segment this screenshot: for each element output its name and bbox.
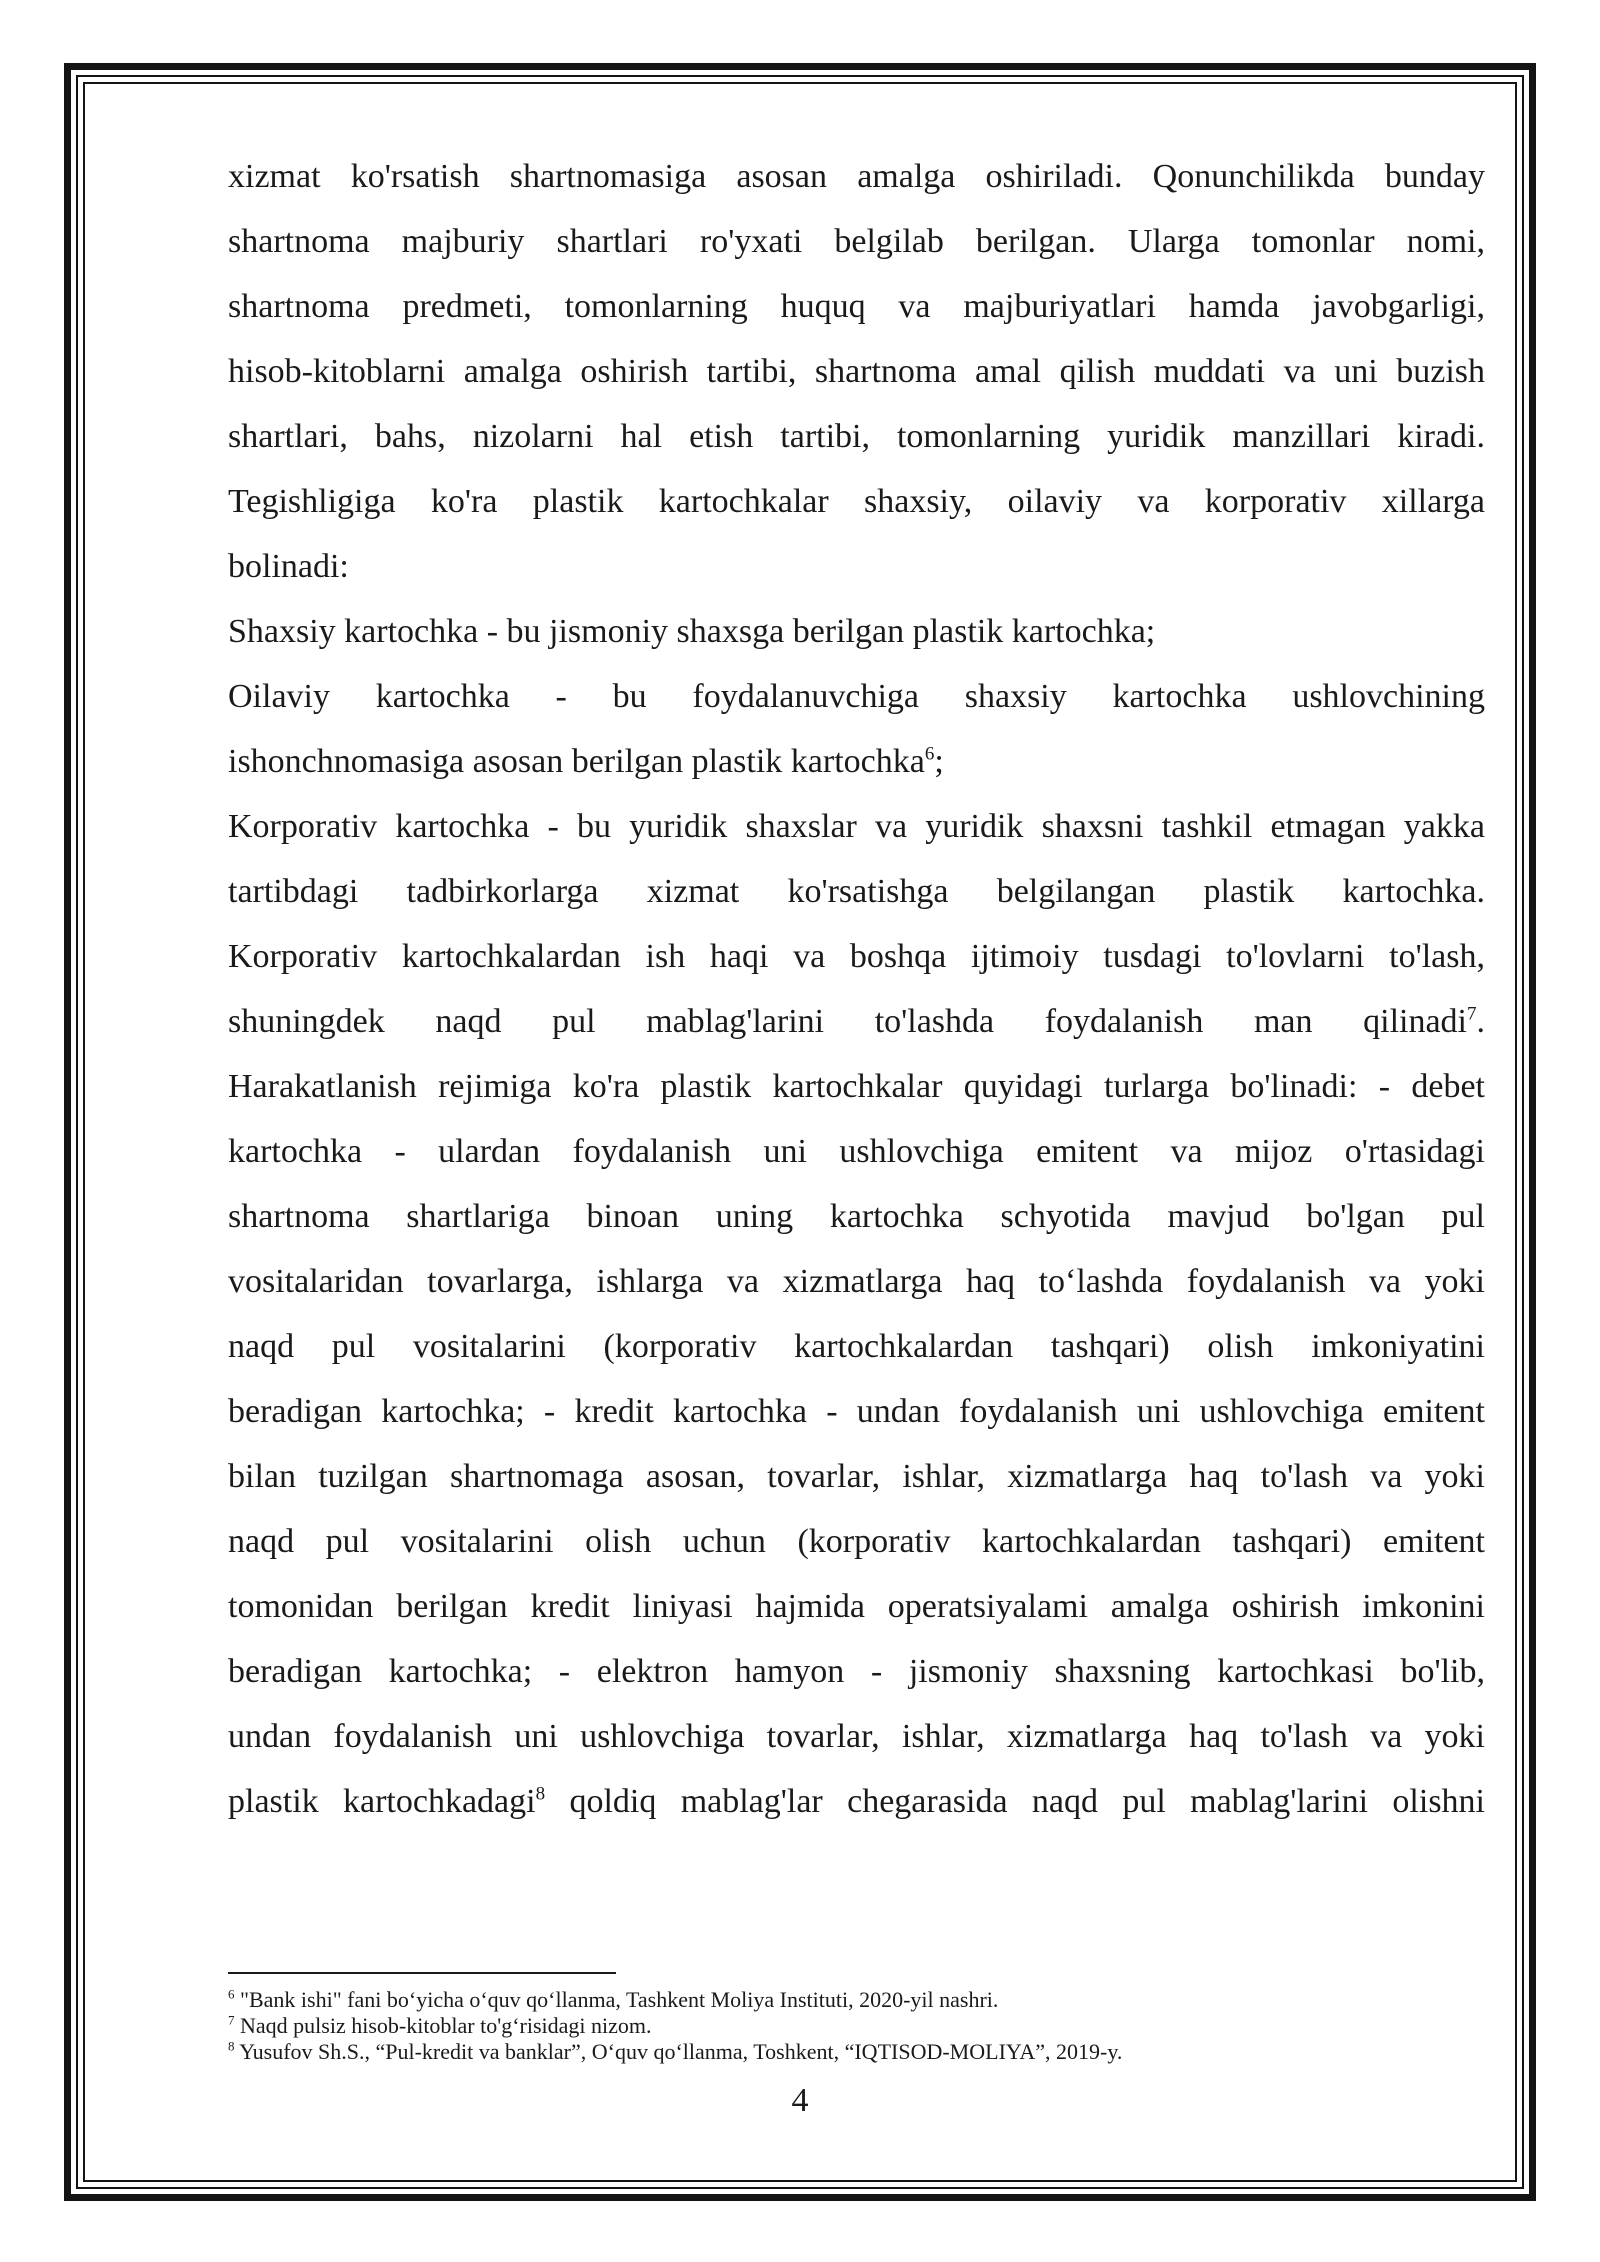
text-line: naqd pul vositalarini olish uchun (korporativ kartochkalardan tashqari) emitent	[228, 1523, 1485, 1560]
text-line: shartlari, bahs, nizolarni hal etish tartibi, tomonlarning yuridik manzillari kiradi.	[228, 418, 1485, 455]
text-fragment: qoldiq mablag'lar chegarasida naqd pul mablag'larini olishni	[569, 1783, 1486, 1820]
text-line: shartnoma majburiy shartlari ro'yxati belgilab berilgan. Ularga tomonlar nomi,	[228, 223, 1485, 260]
text-fragment: ;	[934, 743, 944, 780]
footnotes	[228, 1987, 1485, 2065]
text-line	[228, 1775, 1485, 1840]
text-line	[228, 735, 1485, 800]
footnote-text: Naqd pulsiz hisob-kitoblar to'g‘risidagi nizom.	[240, 2013, 652, 2038]
text-line: Oilaviy kartochka - bu foydalanuvchiga shaxsiy kartochka ushlovchining	[228, 678, 1485, 715]
text-line: vositalaridan tovarlarga, ishlarga va xizmatlarga haq to‘lashda foydalanish va yoki	[228, 1263, 1485, 1300]
footnote-ref-8[interactable]: 8	[535, 1783, 546, 1805]
footnote	[228, 2013, 1485, 2039]
text-line: shartnoma shartlariga binoan uning kartochka schyotida mavjud bo'lgan pul	[228, 1198, 1485, 1235]
footnote-number: 6	[228, 1986, 235, 2002]
text-line: tomonidan berilgan kredit liniyasi hajmida operatsiyalami amalga oshirish imkonini	[228, 1588, 1485, 1625]
text-fragment: .	[1476, 1003, 1485, 1040]
footnote-ref-7[interactable]: 7	[1467, 1003, 1477, 1025]
footnote-ref-6[interactable]: 6	[924, 743, 935, 765]
page-number: 4	[791, 2082, 809, 2119]
text-line: undan foydalanish uni ushlovchiga tovarlar, ishlar, xizmatlarga haq to'lash va yoki	[228, 1718, 1485, 1755]
text-fragment	[228, 1783, 1485, 1820]
text-line: Shaxsiy kartochka - bu jismoniy shaxsga berilgan plastik kartochka;	[228, 613, 1156, 650]
text-line: Harakatlanish rejimiga ko'ra plastik kartochkalar quyidagi turlarga bo'linadi: - debet	[228, 1068, 1485, 1105]
text-line: naqd pul vositalarini (korporativ kartochkalardan tashqari) olish imkoniyatini	[228, 1328, 1485, 1365]
text-line: tartibdagi tadbirkorlarga xizmat ko'rsatishga belgilangan plastik kartochka.	[228, 873, 1485, 910]
text-line: Tegishligiga ko'ra plastik kartochkalar shaxsiy, oilaviy va korporativ xillarga	[228, 483, 1485, 520]
text-line: beradigan kartochka; - kredit kartochka - undan foydalanish uni ushlovchiga emitent	[228, 1393, 1485, 1430]
text-line: Korporativ kartochkalardan ish haqi va boshqa ijtimoiy tusdagi to'lovlarni to'lash,	[228, 938, 1485, 975]
text-line: shartnoma predmeti, tomonlarning huquq va majburiyatlari hamda javobgarligi,	[228, 288, 1485, 325]
text-line: xizmat ko'rsatish shartnomasiga asosan amalga oshiriladi. Qonunchilikda bunday	[228, 158, 1485, 195]
text-line: bolinadi:	[228, 548, 349, 585]
footnote-text: Yusufov Sh.S., “Pul-kredit va banklar”, O‘quv qo‘llanma, Toshkent, “IQTISOD-MOLIYA”, 2019-y.	[239, 2039, 1123, 2064]
text-line: beradigan kartochka; - elektron hamyon - jismoniy shaxsning kartochkasi bo'lib,	[228, 1653, 1485, 1690]
text-fragment	[228, 1003, 1485, 1040]
text-line: kartochka - ulardan foydalanish uni ushlovchiga emitent va mijoz o'rtasidagi	[228, 1133, 1485, 1170]
footnote-number: 8	[228, 2038, 235, 2054]
text-fragment: plastik kartochkadagi	[228, 1783, 536, 1820]
text-line: Korporativ kartochka - bu yuridik shaxslar va yuridik shaxsni tashkil etmagan yakka	[228, 808, 1485, 845]
footnote-number: 7	[228, 2012, 235, 2028]
footnote-separator	[228, 1972, 616, 1974]
text-line: hisob-kitoblarni amalga oshirish tartibi, shartnoma amal qilish muddati va uni buzish	[228, 353, 1485, 390]
footnote-text: "Bank ishi" fani bo‘yicha o‘quv qo‘llanma, Tashkent Moliya Instituti, 2020-yil nashri.	[240, 1987, 999, 2012]
footnote	[228, 2039, 1485, 2065]
text-line: bilan tuzilgan shartnomaga asosan, tovarlar, ishlar, xizmatlarga haq to'lash va yoki	[228, 1458, 1485, 1495]
text-fragment: shuningdek naqd pul mablag'larini to'lashda foydalanish man qilinadi	[228, 1003, 1467, 1040]
text-line	[228, 995, 1485, 1060]
body-text	[228, 150, 1485, 1840]
footnote	[228, 1987, 1485, 2013]
text-fragment: ishonchnomasiga asosan berilgan plastik kartochka	[228, 743, 925, 780]
